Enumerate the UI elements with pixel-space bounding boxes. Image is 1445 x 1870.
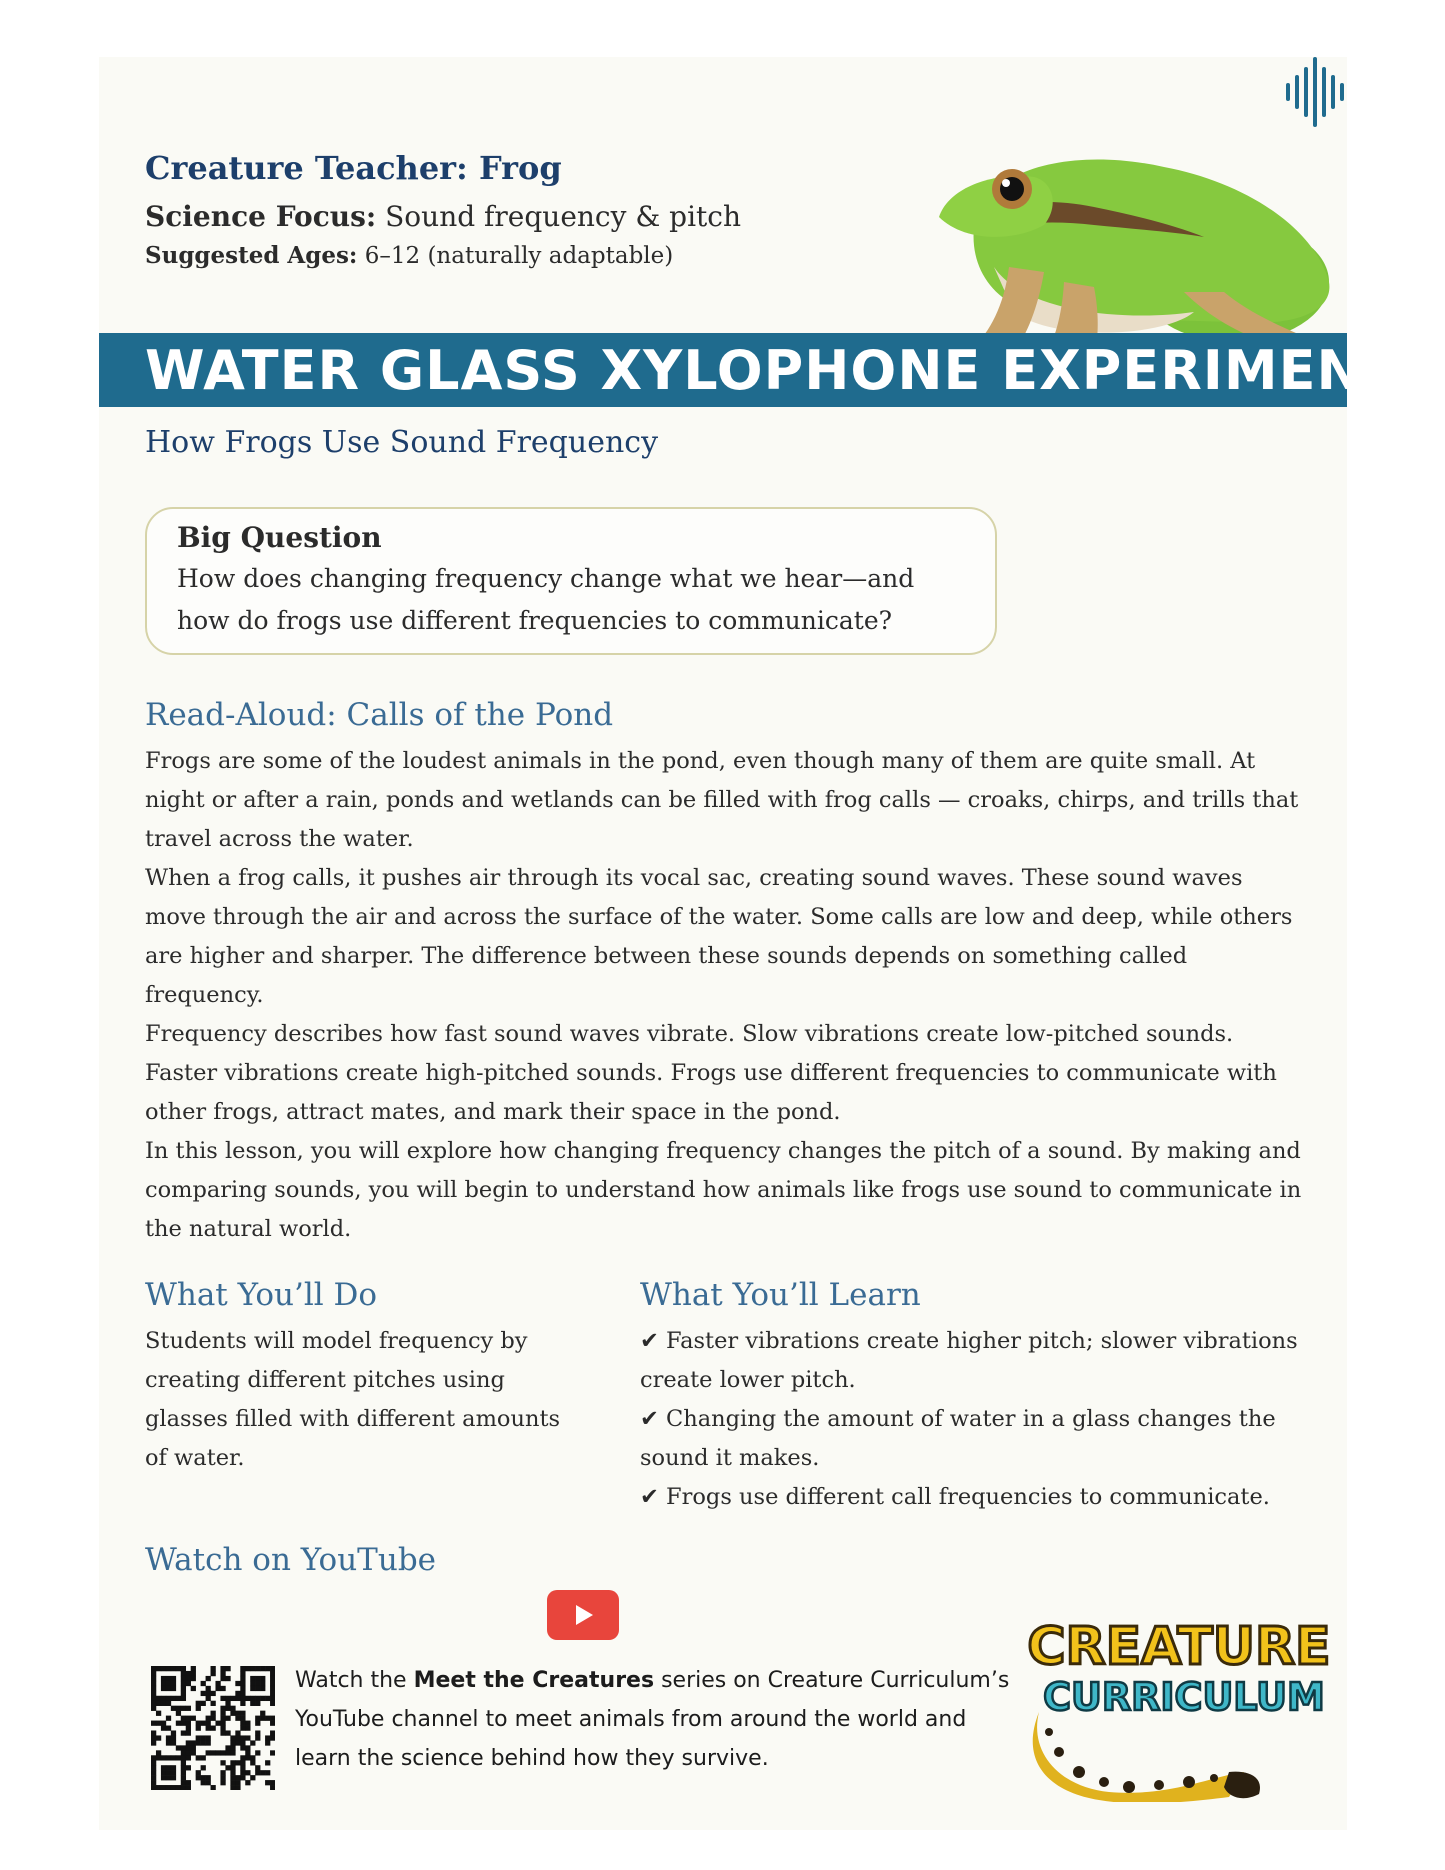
creature-teacher-title: Creature Teacher: Frog: [145, 149, 562, 187]
read-aloud-paragraph: In this lesson, you will explore how changing frequency changes the pitch of a sound. By making and comparing sounds, you will begin to understand how animals like frogs use sound to communicate in the natural world.: [145, 1138, 1302, 1242]
title-banner: [99, 333, 1401, 407]
page-subtitle: How Frogs Use Sound Frequency: [145, 425, 659, 460]
what-youll-learn-list: [640, 1322, 1320, 1517]
read-aloud-paragraph: Frogs are some of the loudest animals in the pond, even though many of them are quite small. At night or after a rain, ponds and wetlands can be filled with frog calls — croaks, chirps, and trills that travel across the water.: [145, 748, 1299, 852]
logo-line2: CURRICULUM: [1043, 1675, 1325, 1719]
ages-value: 6–12 (naturally adaptable): [357, 243, 674, 269]
lesson-page: [99, 57, 1401, 1830]
what-youll-do-heading: What You’ll Do: [145, 1277, 378, 1313]
qr-code[interactable]: [151, 1666, 275, 1790]
learn-item: ✔ Frogs use different call frequencies to communicate.: [640, 1484, 1270, 1510]
check-icon: ✔: [640, 1484, 659, 1510]
science-focus-value: Sound frequency & pitch: [376, 200, 741, 233]
creature-curriculum-logo: [1019, 1602, 1339, 1802]
check-icon: ✔: [640, 1406, 659, 1432]
read-aloud-paragraph: When a frog calls, it pushes air through its vocal sac, creating sound waves. These sound waves move through the air and across the surface of the water. Some calls are low and deep, while others are higher and sharper. The difference between these sounds depends on something called frequency.: [145, 865, 1293, 1008]
youtube-heading: Watch on YouTube: [145, 1542, 437, 1578]
big-question-box: [145, 507, 997, 655]
science-focus: [145, 200, 741, 233]
what-youll-do-text: Students will model frequency by creating different pitches using glasses filled with different amounts of water.: [145, 1328, 561, 1471]
learn-item: ✔ Changing the amount of water in a glass changes the sound it makes.: [640, 1406, 1276, 1471]
big-question-text: How does changing frequency change what we hear—and how do frogs use different frequencies to communicate?: [177, 564, 915, 635]
check-icon: ✔: [640, 1328, 659, 1354]
science-focus-label: Science Focus:: [145, 200, 377, 233]
read-aloud-paragraph: Frequency describes how fast sound waves vibrate. Slow vibrations create low-pitched sounds. Faster vibrations create high-pitched sounds. Frogs use different frequencies to communicate with other frogs, attract mates, and mark their space in the pond.: [145, 1021, 1277, 1125]
suggested-ages: [145, 242, 673, 269]
what-youll-do-body: [145, 1322, 585, 1478]
learn-item: ✔ Faster vibrations create higher pitch; slower vibrations create lower pitch.: [640, 1328, 1298, 1393]
series-name: Meet the Creatures: [413, 1668, 655, 1693]
logo-line1: CREATURE: [1027, 1617, 1331, 1677]
read-aloud-heading: Read-Aloud: Calls of the Pond: [145, 697, 614, 733]
read-aloud-body: [145, 742, 1307, 1249]
big-question-title: Big Question: [177, 521, 382, 554]
experiment-title: WATER GLASS XYLOPHONE EXPERIMENT: [145, 339, 1401, 402]
youtube-play-button[interactable]: [547, 1590, 619, 1640]
ages-label: Suggested Ages:: [145, 242, 358, 269]
play-icon: [547, 1590, 619, 1640]
what-youll-learn-heading: What You’ll Learn: [640, 1277, 921, 1313]
youtube-description: Watch the Meet the Creatures series on Creature Curriculum’s YouTube channel to meet animals from around the world and learn the science behind how they survive.: [295, 1668, 1010, 1771]
